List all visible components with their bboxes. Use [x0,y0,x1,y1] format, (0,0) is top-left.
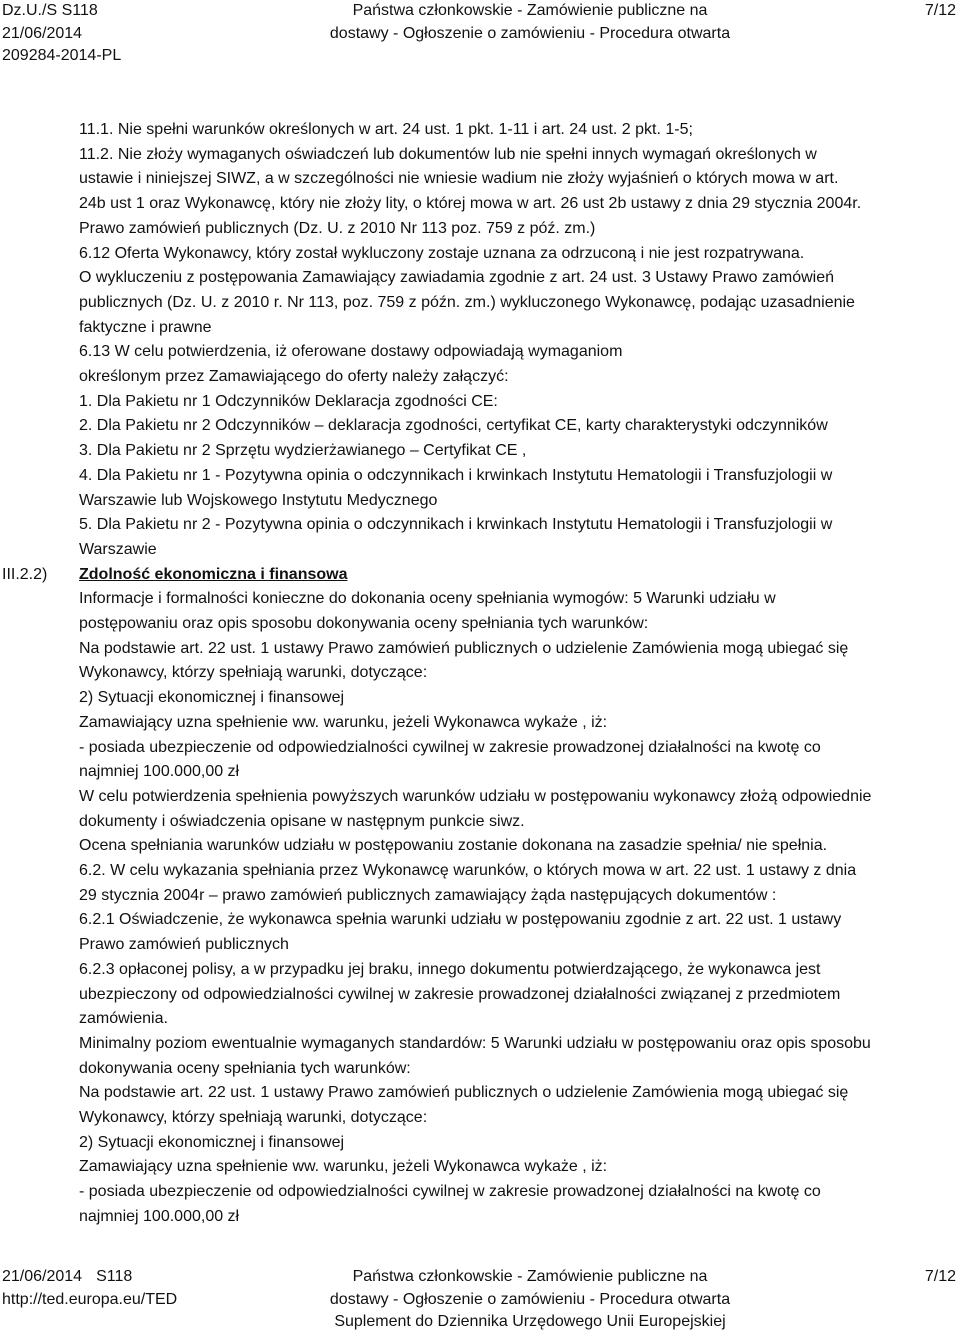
page-header [0,0,960,72]
footer-date: 21/06/2014 [2,1268,83,1285]
text-line: Zamawiający uzna spełnienie ww. warunku, jeżeli Wykonawca wykaże , iż: [79,713,608,731]
text-line: faktyczne i prawne [79,318,212,336]
footer-date-series [2,1266,222,1289]
footer-title-line: dostawy - Ogłoszenie o zamówieniu - Procedura otwarta [329,1290,731,1308]
text-line: dokonywania oceny spełniania tych warunków: [79,1059,411,1077]
text-line: 3. Dla Pakietu nr 2 Sprzętu wydzierżawianego – Certyfikat CE , [79,442,527,460]
text-line: określonym przez Zamawiającego do oferty należy załączyć: [79,368,509,385]
text-line: najmniej 100.000,00 zł [79,1207,240,1225]
text-line: zamówienia. [79,1010,168,1028]
journal-reference: Dz.U./S S118 [2,2,98,19]
text-line: Prawo zamówień publicznych [79,936,289,954]
text-line: 1. Dla Pakietu nr 1 Odczynników Deklaracja zgodności CE: [79,392,498,410]
footer-title [300,1266,760,1334]
text-line: O wykluczeniu z postępowania Zamawiający zawiadamia zgodnie z art. 24 ust. 3 Ustawy Prawo zamówień [79,269,835,287]
text-line: Na podstawie art. 22 ust. 1 ustawy Prawo zamówień publicznych o udzielenie Zamówienia mogą ubiegać się [79,639,849,657]
text-line: Na podstawie art. 22 ust. 1 ustawy Prawo zamówień publicznych o udzielenie Zamówienia mogą ubiegać się [79,1084,849,1102]
publication-date: 21/06/2014 [2,24,83,42]
footer-left [2,1266,222,1311]
text-line: 29 stycznia 2004r – prawo zamówień publicznych zamawiający żąda następujących dokumentów : [79,886,777,904]
text-line: 6.2.1 Oświadczenie, że wykonawca spełnia warunki udziału w postępowaniu zgodnie z art. 22 ust. 1 ustawy [79,911,842,929]
footer-title-line: Państwa członkowskie - Zamówienie publiczne na [352,1268,708,1285]
text-line: Ocena spełniania warunków udziału w postępowaniu zostanie dokonana na zasadzie spełnia/ nie spełnia. [79,837,828,855]
text-line: - posiada ubezpieczenie od odpowiedzialności cywilnej w zakresie prowadzonej działalności na kwotę co [79,1183,821,1201]
text-line: Informacje i formalności konieczne do dokonania oceny spełniania wymogów: 5 Warunki udziału w [79,590,776,608]
text-line: 6.2. W celu wykazania spełniania przez Wykonawcę warunków, o których mowa w art. 22 ust. 1 ustawy z dnia [79,862,857,879]
header-left [2,0,212,68]
text-line: postępowaniu oraz opis sposobu dokonywania oceny spełniania tych warunków: [79,615,649,632]
text-line: dokumenty i oświadczenia opisane w następnym punkcie siwz. [79,812,525,830]
text-line: 24b ust 1 oraz Wykonawcę, który nie złoży lity, o której mowa w art. 26 ust 2b ustawy z dnia 29 stycznia 2004r. [79,195,862,213]
text-line: Prawo zamówień publicznych (Dz. U. z 2010 Nr 113 poz. 759 z póź. zm.) [79,219,596,237]
header-title-line: Państwa członkowskie - Zamówienie publiczne na [352,2,708,19]
text-line: publicznych (Dz. U. z 2010 r. Nr 113, poz. 759 z późn. zm.) wykluczonego Wykonawcę, podając uzasadnienie [79,293,855,311]
footer-title-line: Suplement do Dziennika Urzędowego Unii Europejskiej [334,1313,726,1330]
text-line: Zamawiający uzna spełnienie ww. warunku, jeżeli Wykonawca wykaże , iż: [79,1158,608,1176]
text-line: - posiada ubezpieczenie od odpowiedzialności cywilnej w zakresie prowadzonej działalności na kwotę co [79,738,821,756]
text-line: 11.1. Nie spełni warunków określonych w art. 24 ust. 1 pkt. 1-11 i art. 24 ust. 2 pkt. 1-5; [79,121,693,138]
text-line: najmniej 100.000,00 zł [79,763,240,781]
header-title [300,0,760,45]
text-line: W celu potwierdzenia spełnienia powyższych warunków udziału w postępowaniu wykonawcy złożą odpowiednie [79,787,872,805]
text-line: Wykonawcy, którzy spełniają warunki, dotyczące: [79,1109,428,1126]
text-line: Minimalny poziom ewentualnie wymaganych standardów: 5 Warunki udziału w postępowaniu oraz opis sposobu [79,1034,871,1052]
text-line: 2. Dla Pakietu nr 2 Odczynników – deklaracja zgodności, certyfikat CE, karty charakterystyki odczynników [79,417,828,435]
text-line: 6.12 Oferta Wykonawcy, który został wykluczony zostaje uznana za odrzuconą i nie jest rozpatrywana. [79,244,805,262]
text-line: 4. Dla Pakietu nr 1 - Pozytywna opinia o odczynnikach i krwinkach Instytutu Hematologii i Transfuzjologii w [79,466,833,484]
header-page-number: 7/12 [924,2,956,19]
text-line: Warszawie lub Wojskowego Instytutu Medycznego [79,491,438,509]
text-line: ustawie i niniejszej SIWZ, a w szczególności nie wniesie wadium nie złoży wyjaśnień o których mowa w art. [79,170,839,188]
section-number: III.2.2) [2,565,48,583]
footer-series: S118 [96,1268,133,1285]
footer-page-number: 7/12 [924,1268,956,1285]
notice-number: 209284-2014-PL [2,47,122,64]
text-line: 6.2.3 opłaconej polisy, a w przypadku jej braku, innego dokumentu potwierdzającego, że wykonawca jest [79,960,821,978]
text-line: ubezpieczony od odpowiedzialności cywilnej w zakresie prowadzonej działalności związanej z przedmiotem [79,985,841,1003]
text-line: 11.2. Nie złoży wymaganych oświadczeń lub dokumentów lub nie spełni innych wymagań określonych w [79,145,817,163]
text-line: Wykonawcy, którzy spełniają warunki, dotyczące: [79,664,428,682]
page-footer [0,1266,960,1334]
text-line: 6.13 W celu potwierdzenia, iż oferowane dostawy odpowiadają wymaganiom [79,343,623,361]
text-line: 5. Dla Pakietu nr 2 - Pozytywna opinia o odczynnikach i krwinkach Instytutu Hematologii i Transfuzjologii w [79,516,833,534]
header-title-line: dostawy - Ogłoszenie o zamówieniu - Procedura otwarta [329,24,731,42]
text-line: 2) Sytuacji ekonomicznej i finansowej [79,1133,345,1151]
section-heading: Zdolność ekonomiczna i finansowa [79,565,348,583]
text-line: Warszawie [79,540,157,558]
text-line: 2) Sytuacji ekonomicznej i finansowej [79,689,345,707]
ted-link[interactable]: http://ted.europa.eu/TED [2,1290,178,1308]
